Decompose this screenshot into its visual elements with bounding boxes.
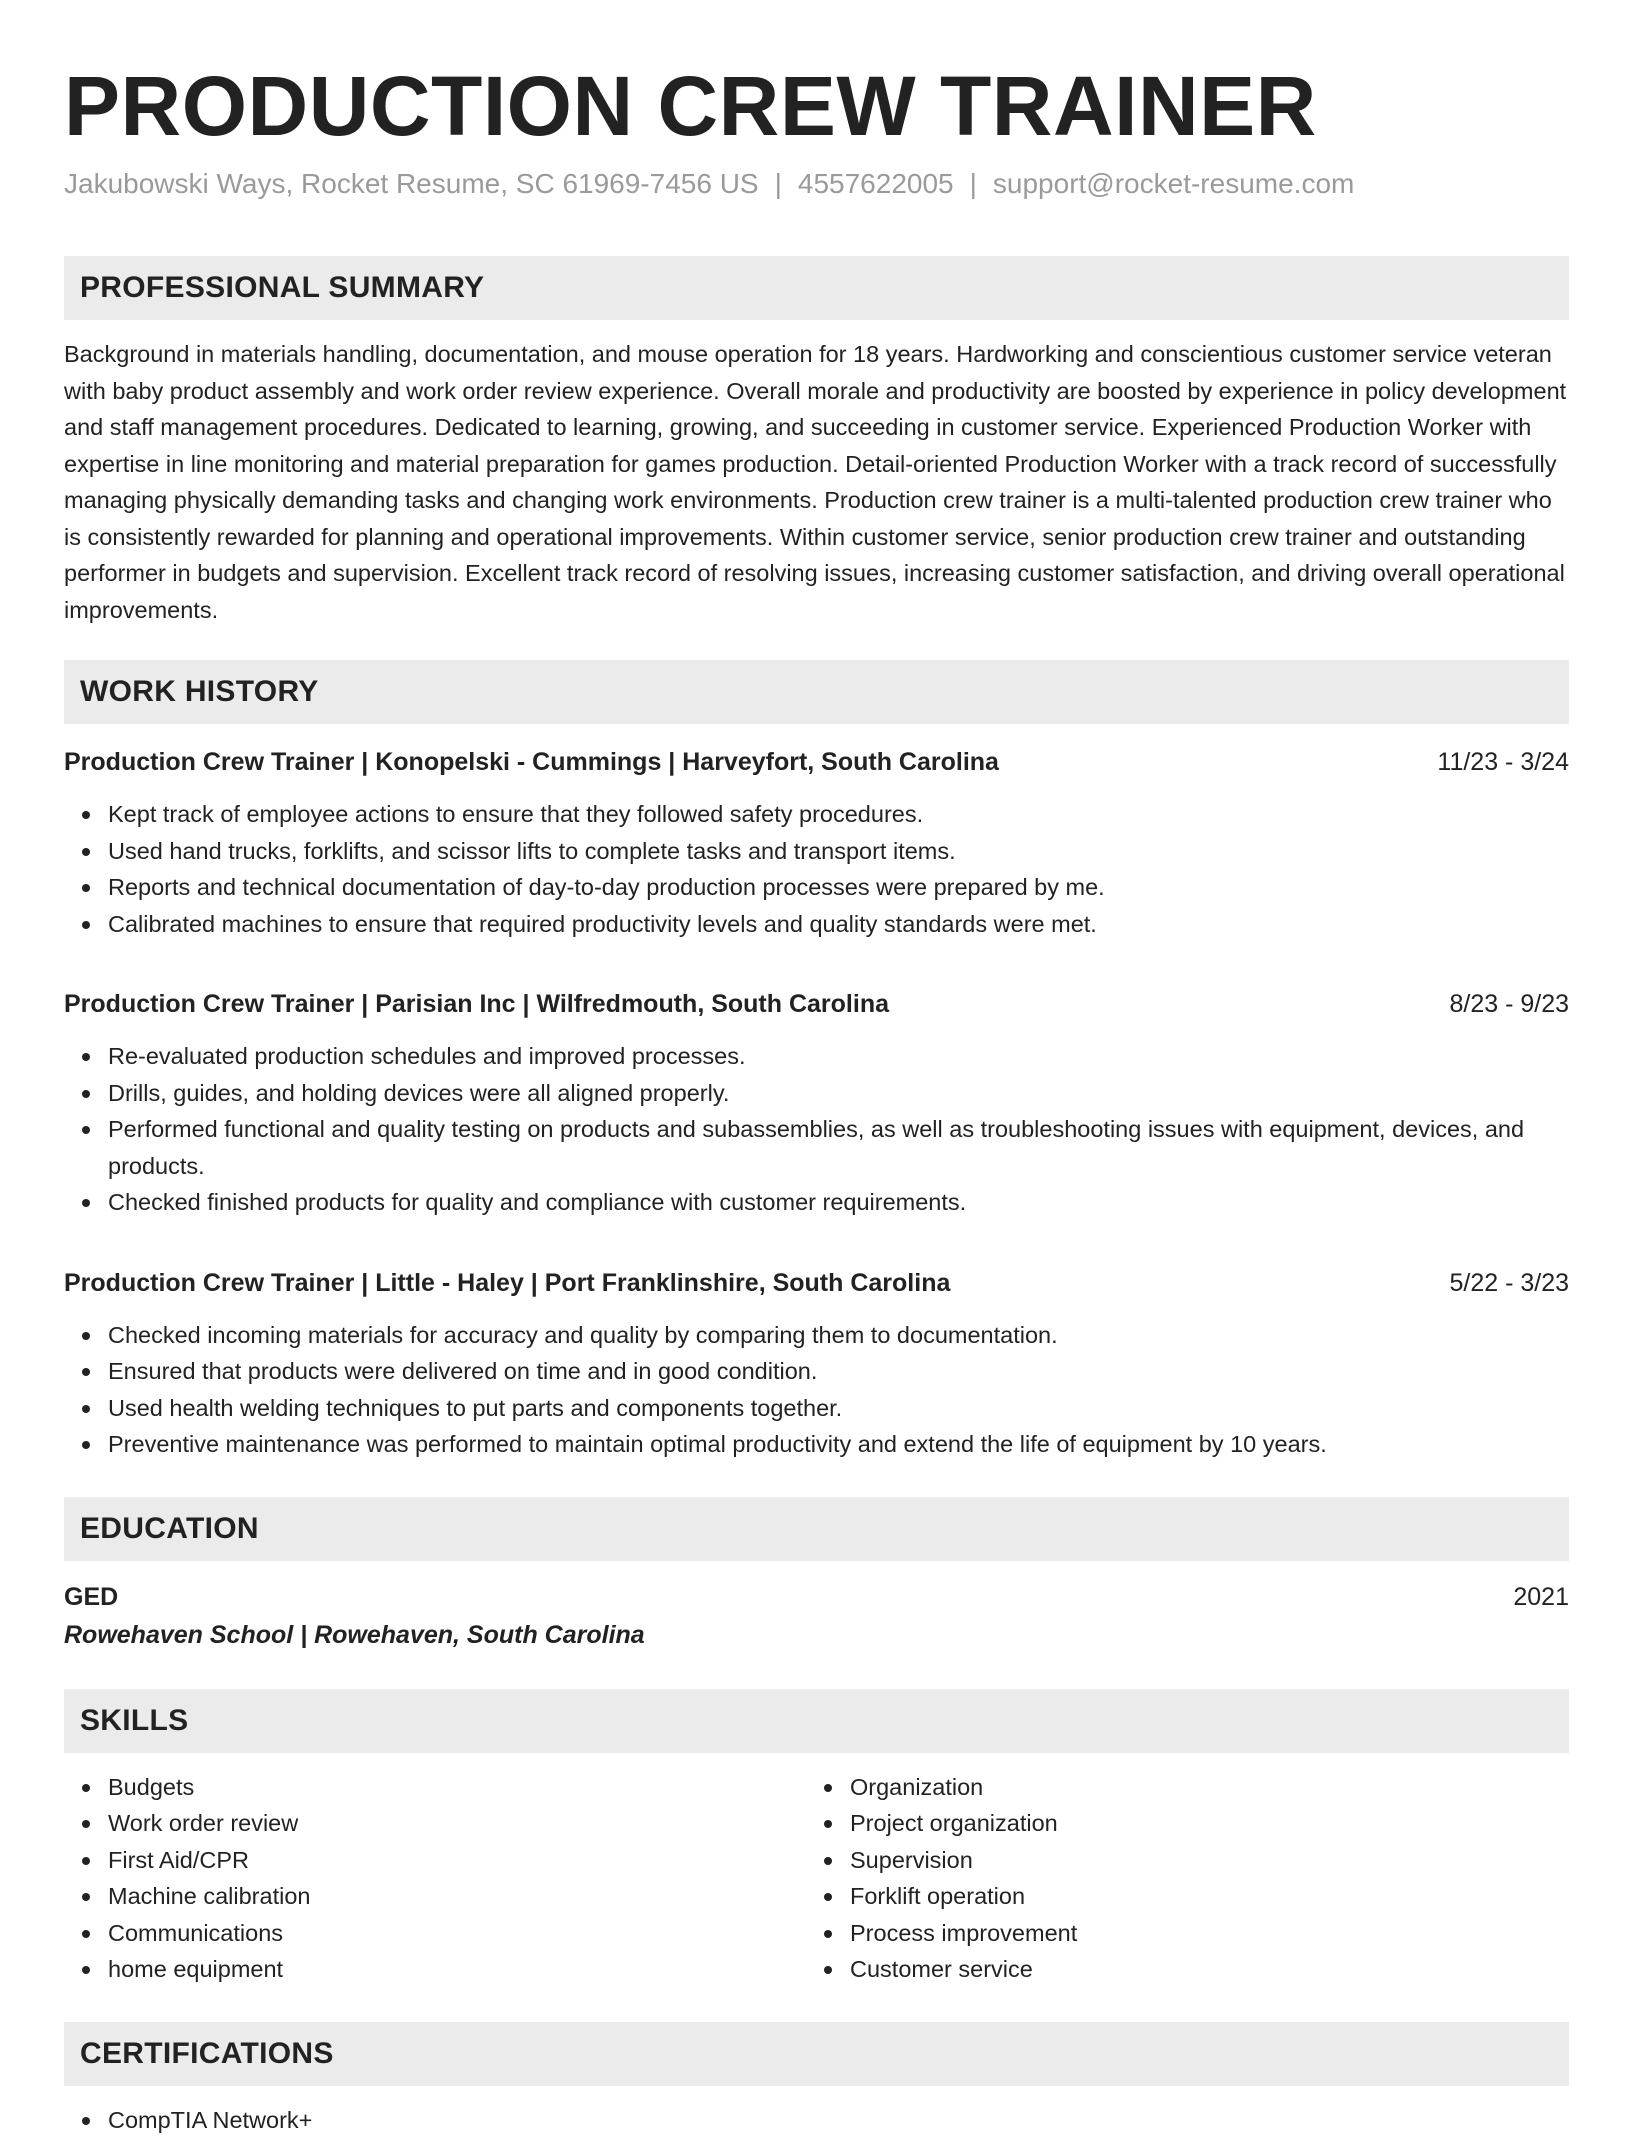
job-title: Production Crew Trainer | Little - Haley | Port Franklinshire, South Carolina (64, 1265, 950, 1301)
skill-item: Organization (806, 1769, 1548, 1806)
job-dates: 8/23 - 9/23 (1449, 986, 1569, 1022)
job-header (64, 1265, 1569, 1301)
summary-text: Background in materials handling, documentation, and mouse operation for 18 years. Hardworking and conscientious customer service veteran with baby product assembly and work order review experience. Overall morale and productivity are boosted by experience in policy development and staff management procedures. Dedicated to learning, growing, and succeeding in customer service. Experienced Production Worker with expertise in line monitoring and material preparation for games production. Detail-oriented Production Worker with a track record of successfully managing physically demanding tasks and changing work environments. Production crew trainer is a multi-talented production crew trainer who is consistently rewarded for planning and operational improvements. Within customer service, senior production crew trainer and outstanding performer in budgets and supervision. Excellent track record of resolving issues, increasing customer satisfaction, and driving overall operational improvements. (64, 336, 1569, 628)
job-bullet: Preventive maintenance was performed to maintain optimal productivity and extend the life of equipment by 10 years. (64, 1426, 1569, 1463)
job-title: Production Crew Trainer | Parisian Inc | Wilfredmouth, South Carolina (64, 986, 889, 1022)
job-bullets (64, 1317, 1569, 1463)
skill-item: Communications (64, 1915, 806, 1952)
contact-separator: | (954, 168, 993, 199)
job-bullets (64, 796, 1569, 942)
job-bullet: Used health welding techniques to put parts and components together. (64, 1390, 1569, 1427)
resume-name: PRODUCTION CREW TRAINER (64, 58, 1569, 154)
contact-address: Jakubowski Ways, Rocket Resume, SC 61969-7456 US (64, 168, 759, 199)
skill-item: Budgets (64, 1769, 806, 1806)
job-bullet: Re-evaluated production schedules and improved processes. (64, 1038, 1569, 1075)
section-heading-skills: SKILLS (64, 1689, 1569, 1753)
certification-item: CompTIA Network+ (64, 2102, 1569, 2138)
job-bullet: Checked incoming materials for accuracy and quality by comparing them to documentation. (64, 1317, 1569, 1354)
job-dates: 11/23 - 3/24 (1437, 744, 1569, 780)
education-entry (64, 1579, 1569, 1655)
contact-line (64, 166, 1569, 202)
job-bullet: Reports and technical documentation of day-to-day production processes were prepared by me. (64, 869, 1569, 906)
job-bullet: Kept track of employee actions to ensure that they followed safety procedures. (64, 796, 1569, 833)
contact-phone: 4557622005 (798, 168, 954, 199)
job-bullet: Used hand trucks, forklifts, and scissor lifts to complete tasks and transport items. (64, 833, 1569, 870)
job-entry (64, 744, 1569, 942)
skill-item: Work order review (64, 1805, 806, 1842)
skills-column-right (806, 1769, 1548, 1988)
skill-item: First Aid/CPR (64, 1842, 806, 1879)
job-entry (64, 1265, 1569, 1463)
skill-item: Forklift operation (806, 1878, 1548, 1915)
job-header (64, 986, 1569, 1022)
skills-column-left (64, 1769, 806, 1988)
job-bullet: Checked finished products for quality and compliance with customer requirements. (64, 1184, 1569, 1221)
skill-item: Machine calibration (64, 1878, 806, 1915)
job-dates: 5/22 - 3/23 (1449, 1265, 1569, 1301)
job-entry (64, 986, 1569, 1221)
job-header (64, 744, 1569, 780)
contact-email: support@rocket-resume.com (993, 168, 1354, 199)
job-bullets (64, 1038, 1569, 1221)
education-header (64, 1579, 1569, 1615)
section-heading-summary: PROFESSIONAL SUMMARY (64, 256, 1569, 320)
certifications-list (64, 2102, 1569, 2138)
job-bullet: Calibrated machines to ensure that required productivity levels and quality standards were met. (64, 906, 1569, 943)
job-title: Production Crew Trainer | Konopelski - Cummings | Harveyfort, South Carolina (64, 744, 999, 780)
section-heading-certifications: CERTIFICATIONS (64, 2022, 1569, 2086)
education-degree: GED (64, 1579, 118, 1615)
job-bullet: Ensured that products were delivered on time and in good condition. (64, 1353, 1569, 1390)
education-school: Rowehaven School | Rowehaven, South Carolina (64, 1615, 1569, 1655)
job-bullet: Drills, guides, and holding devices were all aligned properly. (64, 1075, 1569, 1112)
skill-item: Process improvement (806, 1915, 1548, 1952)
section-heading-work: WORK HISTORY (64, 660, 1569, 724)
skill-item: home equipment (64, 1951, 806, 1988)
job-bullet: Performed functional and quality testing on products and subassemblies, as well as troubleshooting issues with equipment, devices, and products. (64, 1111, 1569, 1184)
skill-item: Supervision (806, 1842, 1548, 1879)
section-heading-education: EDUCATION (64, 1497, 1569, 1561)
skill-item: Project organization (806, 1805, 1548, 1842)
contact-separator: | (759, 168, 798, 199)
skill-item: Customer service (806, 1951, 1548, 1988)
education-year: 2021 (1513, 1579, 1569, 1615)
skills-grid (64, 1769, 1569, 1988)
